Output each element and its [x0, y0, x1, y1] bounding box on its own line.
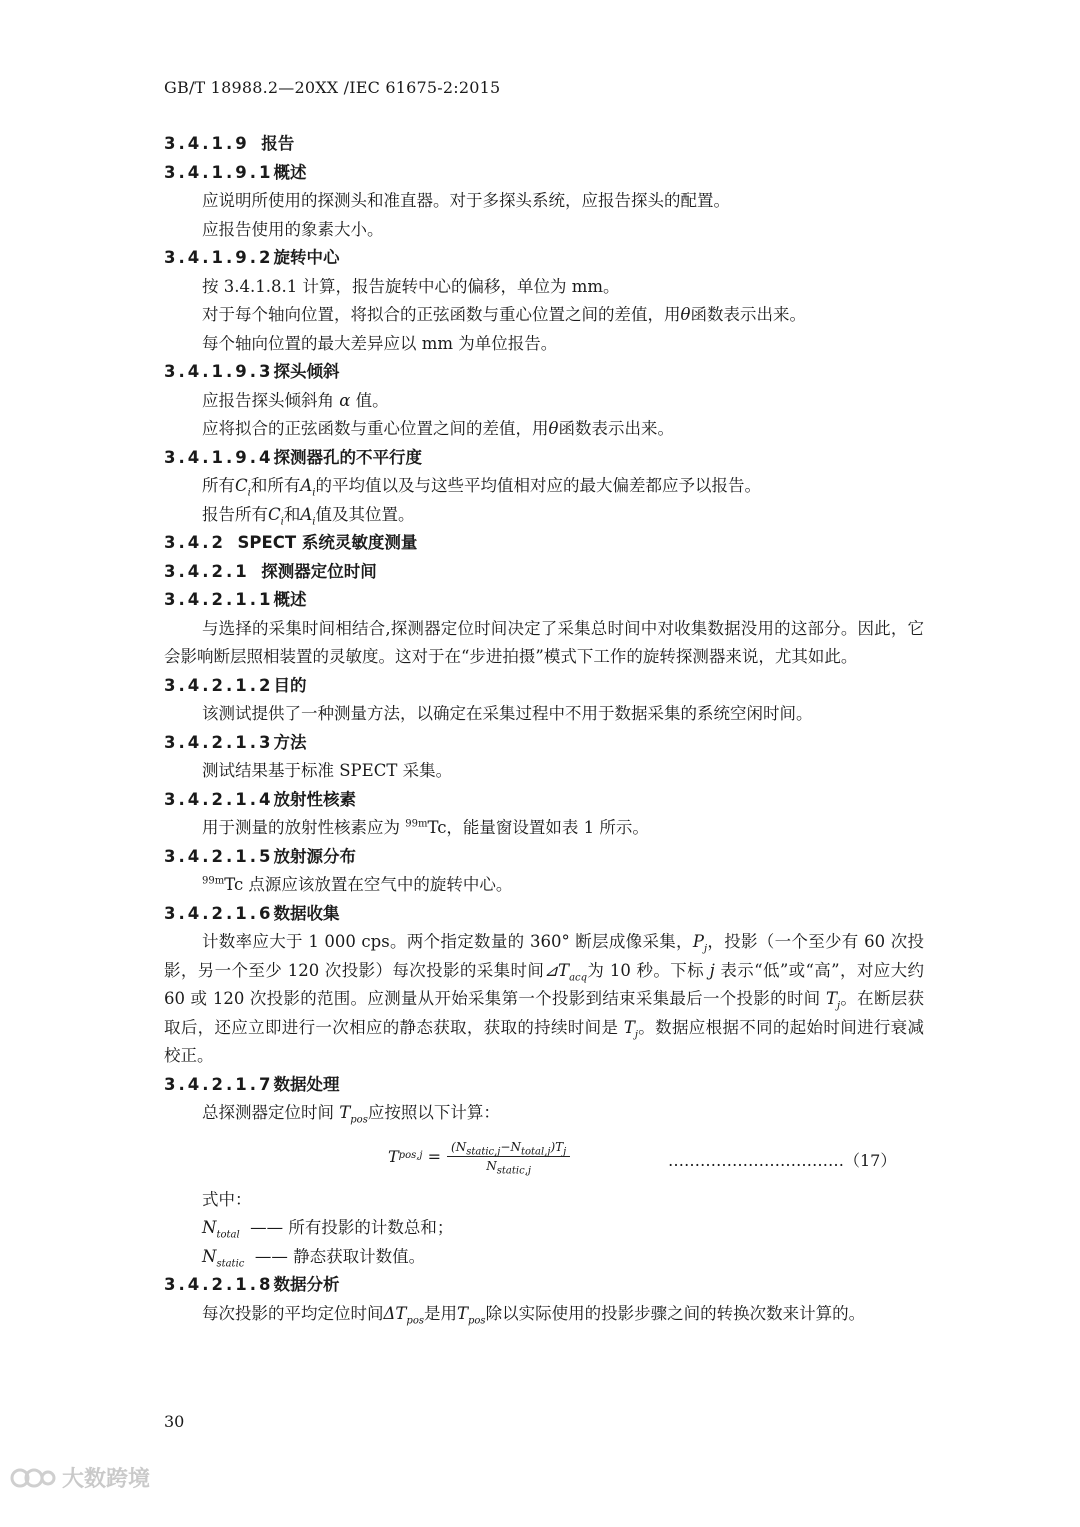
- paragraph: 报告所有$C_i$和$A_i$值及其位置。: [202, 504, 415, 527]
- section-number: 3.4.2.1.8: [164, 1275, 274, 1294]
- document-body: [164, 130, 924, 1328]
- section-number: 3.4.2.1.7: [164, 1074, 274, 1094]
- section-heading: [164, 900, 924, 929]
- section-number: 3.4.2: [164, 533, 226, 552]
- section-title: 探测器孔的不平行度: [273, 447, 422, 467]
- section-heading: [164, 843, 924, 872]
- section-number: 3.4.1.9.3: [164, 362, 274, 381]
- section-number: 3.4.2.1.4: [164, 789, 274, 809]
- paragraph: 每个轴向位置的最大差异应以 mm 为单位报告。: [202, 333, 558, 353]
- paragraph: 与选择的采集时间相结合,探测器定位时间决定了采集总时间中对收集数据没用的这部分。因此，它会影响断层照相装置的灵敏度。这对于在“步进拍摄”模式下工作的旋转探测器来说，尤其如此。: [164, 618, 924, 666]
- formula: T pos,j = $\frac{(N_{static,j}-N_{total,j})T_j}{N_{static,j}}$: [388, 1140, 570, 1173]
- section-heading: [164, 358, 924, 387]
- section-heading: [164, 130, 924, 159]
- section-title: 数据分析: [273, 1275, 340, 1294]
- section-title: 数据处理: [273, 1074, 340, 1094]
- section-title: 数据收集: [273, 903, 340, 923]
- section-title: SPECT 系统灵敏度测量: [237, 533, 418, 552]
- section-title: 方法: [273, 732, 307, 752]
- page-number: 30: [164, 1412, 185, 1431]
- section-number: 3.4.2.1.1: [164, 590, 274, 609]
- section-number: 3.4.2.1.6: [164, 903, 274, 923]
- section-heading: [164, 586, 924, 615]
- section-heading: [164, 558, 924, 587]
- section-title: 目的: [273, 675, 307, 695]
- paragraph: 对于每个轴向位置，将拟合的正弦函数与重心位置之间的差值，用θ函数表示出来。: [202, 305, 806, 324]
- paragraph: 该测试提供了一种测量方法，以确定在采集过程中不用于数据采集的系统空闲时间。: [202, 704, 813, 723]
- section-heading: [164, 1271, 924, 1300]
- standard-header: GB/T 18988.2—20XX /IEC 61675-2:2015: [164, 78, 501, 97]
- section-heading: [164, 729, 924, 758]
- paragraph: 计数率应大于 1 000 cps。两个指定数量的 360° 断层成像采集，$P_j$，投影（一个至少有 60 次投影，另一个至少 120 次投影）每次投影的采集时间$⊿T_{acq}$为 10 秒。下标 j 表示“低”或“高”，对应大约 60 或 120 次投影的范围。应测量从开始采集第一个投影到结束采集最后一个投影的时间 $T_j$。在断层获取后，还应立即进行一次相应的静态获取，获取的持续时间是 $T_j$。数据应根据不同的起始时间进行衰减校正。: [164, 932, 925, 1065]
- paragraph: $^{99m}$Tc 点源应该放置在空气中的旋转中心。: [202, 875, 513, 894]
- paragraph: 每次投影的平均定位时间$\Delta T_{pos}$是用$T_{pos}$除以实际使用的投影步骤之间的转换次数来计算的。: [202, 1303, 866, 1326]
- section-title: 探测器定位时间: [261, 561, 377, 581]
- section-number: 3.4.2.1.5: [164, 846, 274, 866]
- section-number: 3.4.2.1: [164, 561, 250, 581]
- section-number: 3.4.2.1.2: [164, 675, 274, 695]
- paragraph: 应报告探头倾斜角 α 值。: [202, 390, 389, 410]
- section-title: 旋转中心: [273, 248, 340, 267]
- watermark-text: 大数跨境: [62, 1467, 151, 1492]
- section-heading: [164, 529, 924, 558]
- paragraph: 总探测器定位时间 $T_{pos}$应按照以下计算：: [202, 1103, 500, 1126]
- paragraph: 应说明所使用的探测头和准直器。对于多探头系统，应报告探头的配置。: [202, 191, 730, 210]
- section-heading: [164, 786, 924, 815]
- section-title: 概述: [273, 162, 307, 182]
- section-title: 放射源分布: [273, 846, 356, 866]
- where-label: 式中：: [202, 1189, 252, 1209]
- section-number: 3.4.1.9.2: [164, 248, 274, 267]
- paragraph: 应报告使用的象素大小。: [202, 219, 384, 239]
- paragraph: 应将拟合的正弦函数与重心位置之间的差值，用θ函数表示出来。: [202, 419, 674, 438]
- section-title: 报告: [261, 134, 295, 153]
- paragraph: 用于测量的放射性核素应为 $^{99m}$Tc，能量窗设置如表 1 所示。: [202, 818, 649, 837]
- paragraph: 所有$C_i$和所有$A_i$的平均值以及与这些平均值相对应的最大偏差都应予以报告。: [202, 476, 761, 499]
- section-heading: [164, 672, 924, 701]
- section-title: 概述: [273, 590, 307, 609]
- section-heading: [164, 444, 924, 473]
- paragraph: 按 3.4.1.8.1 计算，报告旋转中心的偏移，单位为 mm。: [202, 276, 620, 296]
- section-number: 3.4.1.9.4: [164, 447, 274, 467]
- section-number: 3.4.2.1.3: [164, 732, 274, 752]
- section-number: 3.4.1.9: [164, 134, 250, 153]
- watermark: [10, 1462, 150, 1493]
- section-heading: [164, 244, 924, 273]
- definition: $N_{total}$ —— 所有投影的计数总和；: [202, 1218, 454, 1241]
- section-title: 放射性核素: [273, 789, 356, 809]
- section-heading: [164, 159, 924, 188]
- equation-17: [164, 1128, 924, 1186]
- watermark-logo-icon: [10, 1465, 56, 1491]
- paragraph: 测试结果基于标准 SPECT 采集。: [202, 761, 453, 780]
- definition: $N_{static}$ —— 静态获取计数值。: [202, 1246, 426, 1269]
- section-number: 3.4.1.9.1: [164, 162, 274, 182]
- section-title: 探头倾斜: [273, 362, 340, 381]
- section-heading: [164, 1071, 924, 1100]
- equation-number: ……………………………（17）: [668, 1150, 897, 1170]
